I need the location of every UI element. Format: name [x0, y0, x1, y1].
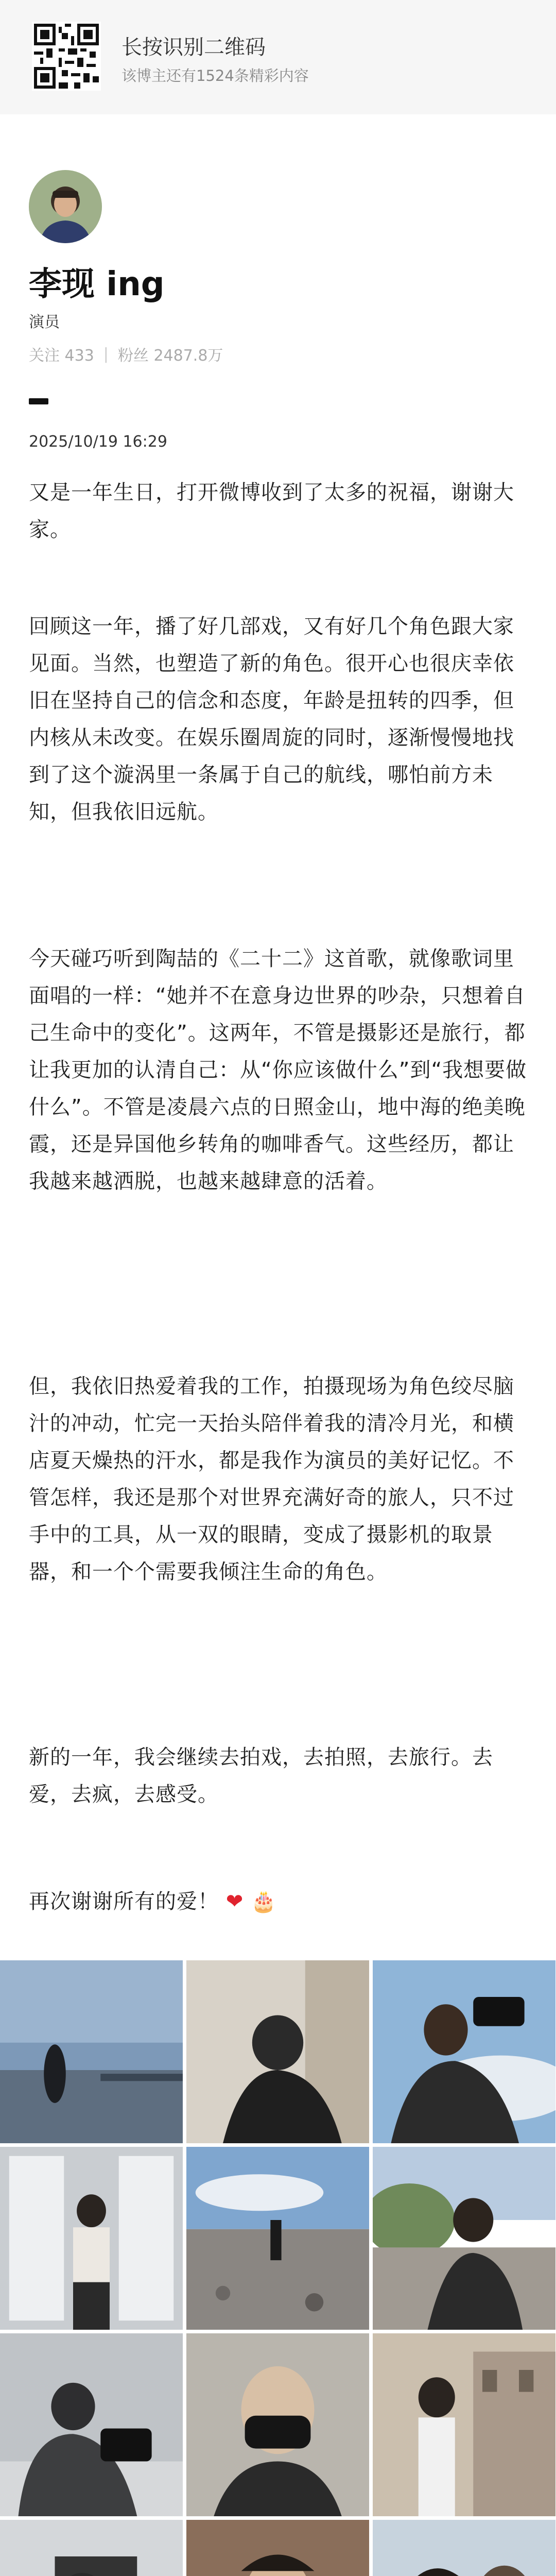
closing-line: 再次谢谢所有的爱！: [29, 1890, 219, 1913]
photo-2[interactable]: [186, 1960, 369, 2143]
post-paragraph-5: 新的一年，我会继续去拍戏，去拍照，去旅行。去爱，去疯，去感受。: [29, 1745, 493, 1806]
photo-8[interactable]: [186, 2333, 369, 2516]
photo-7[interactable]: [0, 2333, 183, 2516]
photo-1[interactable]: [0, 1960, 183, 2143]
section-divider: [29, 398, 48, 404]
photo-12[interactable]: [373, 2520, 555, 2576]
photo-11[interactable]: [186, 2520, 369, 2576]
post-paragraph-6: [29, 1883, 528, 1920]
post-paragraph-2: 回顾这一年，播了好几部戏，又有好几个角色跟大家见面。当然，也塑造了新的角色。很开心也很庆幸依旧在坚持自己的信念和态度，年龄是扭转的四季，但内核从未改变。在娱乐圈周旋的同时，逐渐慢慢地找到了这个漩涡里一条属于自己的航线，哪怕前方未知，但我依旧远航。: [29, 615, 514, 824]
profile-stats: [29, 343, 223, 365]
cake-emoji: 🎂: [250, 1890, 277, 1913]
photo-10[interactable]: [0, 2520, 183, 2576]
photo-grid: [0, 1960, 556, 2576]
photo-4[interactable]: [0, 2147, 183, 2330]
profile-role: 演员: [29, 313, 60, 331]
banner-title: 长按识别二维码: [121, 36, 266, 59]
photo-9[interactable]: [373, 2333, 555, 2516]
post-paragraph-3: 今天碰巧听到陶喆的《二十二》这首歌，就像歌词里面唱的一样：“她并不在意身边世界的吵杂，只想着自己生命中的变化”。这两年，不管是摄影还是旅行，都让我更加的认清自己：从“你应该做什么”到“我想要做什么”。不管是凌晨六点的日照金山，地中海的绝美晚霞，还是异国他乡转角的咖啡香气。这些经历，都让我越来越洒脱，也越来越肆意的活着。: [29, 947, 527, 1193]
banner-subtitle: 该博主还有1524条精彩内容: [121, 67, 309, 84]
photo-3[interactable]: [373, 1960, 555, 2143]
post-paragraph-1: 又是一年生日，打开微博收到了太多的祝福，谢谢大家。: [29, 481, 514, 541]
followers-count[interactable]: 粉丝 2487.8万: [117, 347, 223, 365]
heart-emoji: ❤: [225, 1890, 244, 1913]
post-timestamp: 2025/10/19 16:29: [29, 433, 167, 451]
qr-banner[interactable]: [0, 0, 556, 114]
post-paragraph-4: 但，我依旧热爱着我的工作，拍摄现场为角色绞尽脑汁的冲动，忙完一天抬头陪伴着我的清冷月光，和横店夏天燥热的汗水，都是我作为演员的美好记忆。不管怎样，我还是那个对世界充满好奇的旅人，只不过手中的工具，从一双的眼睛，变成了摄影机的取景器，和一个个需要我倾注生命的角色。: [29, 1375, 514, 1584]
profile-name[interactable]: 李现 ing: [29, 265, 165, 303]
avatar[interactable]: [29, 170, 102, 243]
qr-code-small[interactable]: [32, 22, 101, 91]
stats-separator: |: [103, 345, 109, 363]
following-count[interactable]: 关注 433: [29, 347, 94, 365]
photo-6[interactable]: [373, 2147, 555, 2330]
photo-5[interactable]: [186, 2147, 369, 2330]
